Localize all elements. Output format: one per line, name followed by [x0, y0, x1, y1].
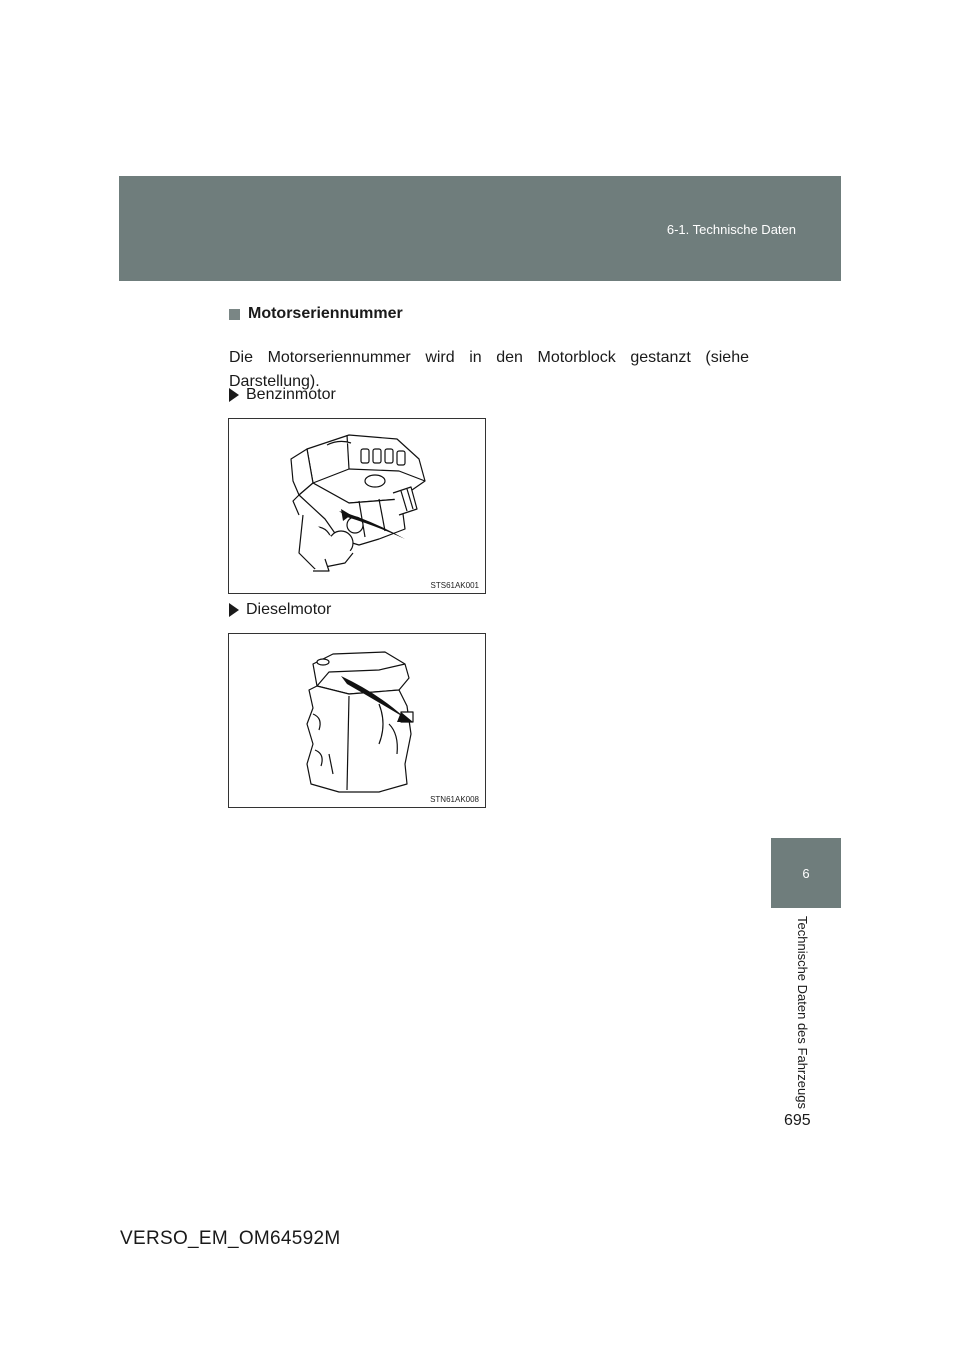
triangle-bullet-icon — [229, 388, 239, 402]
figure-diesel-engine — [228, 633, 486, 808]
figure-code: STN61AK008 — [430, 795, 479, 804]
section-heading — [229, 305, 403, 323]
chapter-header-band — [119, 176, 841, 281]
page-number: 695 — [784, 1112, 811, 1129]
section-heading-text: Motorseriennummer — [248, 305, 403, 322]
chapter-tab — [771, 838, 841, 908]
petrol-engine-icon — [229, 419, 485, 593]
figure-label-text: Benzinmotor — [246, 386, 336, 403]
section-title: 6-1. Technische Daten — [666, 222, 796, 237]
figure-label-petrol — [229, 386, 336, 404]
section-body-text: Die Motorseriennummer wird in den Motorblock gestanzt (siehe Darstellung). — [229, 349, 749, 390]
document-code: VERSO_EM_OM64592M — [120, 1228, 341, 1249]
chapter-side-label: Technische Daten des Fahrzeugs — [795, 916, 810, 1109]
figure-label-text: Dieselmotor — [246, 601, 332, 618]
diesel-engine-icon — [229, 634, 485, 807]
triangle-bullet-icon — [229, 603, 239, 617]
square-bullet-icon — [229, 309, 240, 320]
chapter-number: 6 — [802, 866, 810, 881]
figure-petrol-engine — [228, 418, 486, 594]
figure-code: STS61AK001 — [430, 581, 479, 590]
figure-label-diesel — [229, 601, 331, 619]
